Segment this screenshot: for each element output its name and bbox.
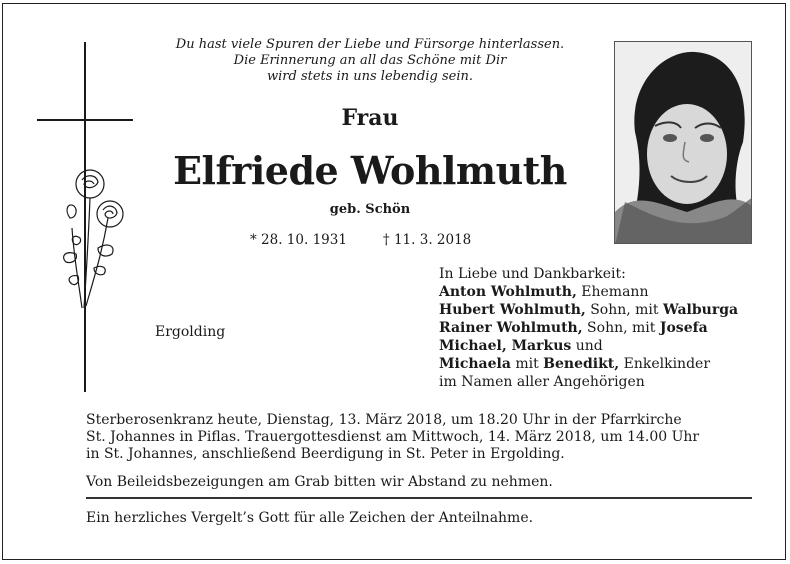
family-name: Josefa [659, 320, 708, 336]
deceased-name: Elfriede Wohlmuth [173, 148, 567, 193]
family-member-line [439, 337, 738, 355]
poem-line: wird stets in uns lebendig sein. [267, 69, 473, 84]
family-name: Michael, Markus [439, 338, 572, 354]
life-dates [250, 232, 471, 248]
portrait-photo [614, 41, 752, 244]
notice-line: Sterberosenkranz heute, Dienstag, 13. März 2018, um 18.20 Uhr in der Pfarrkirche [86, 412, 682, 428]
notice-line: St. Johannes in Piflas. Trauergottesdienst am Mittwoch, 14. März 2018, um 14.00 Uhr [86, 429, 700, 445]
memorial-poem [120, 37, 620, 85]
family-name: Michaela [439, 356, 511, 372]
birth-name: geb. Schön [329, 202, 411, 217]
poem-line: Du hast viele Spuren der Liebe und Fürsorge hinterlassen. [175, 37, 565, 52]
family-name: Hubert Wohlmuth, [439, 302, 586, 318]
family-member-line [439, 283, 738, 301]
family-member-line [439, 373, 738, 391]
family-relation: im Namen aller Angehörigen [439, 374, 645, 390]
family-member-line [439, 355, 738, 373]
family-name: Rainer Wohlmuth, [439, 320, 583, 336]
honorific: Frau [341, 105, 399, 131]
thanks-line: Ein herzliches Vergelt’s Gott für alle Zeichen der Anteilnahme. [86, 510, 534, 526]
family-relation: Sohn, mit [582, 320, 660, 336]
divider [86, 497, 752, 499]
family-relation: Sohn, mit [585, 302, 663, 318]
family-member-line [439, 301, 738, 319]
condolence-request: Von Beileidsbezeigungen am Grab bitten wir Abstand zu nehmen. [86, 474, 553, 490]
place-of-residence: Ergolding [155, 324, 226, 340]
family-relation: Enkelkinder [619, 356, 711, 372]
family-member-line [439, 319, 738, 337]
cross-bar [37, 119, 133, 121]
birth-date: * 28. 10. 1931 [250, 232, 347, 248]
notice-line: in St. Johannes, anschließend Beerdigung in St. Peter in Ergolding. [86, 446, 565, 462]
poem-line: Die Erinnerung an all das Schöne mit Dir [233, 53, 507, 68]
family-intro: In Liebe und Dankbarkeit: [439, 266, 626, 282]
family-name: Benedikt, [543, 356, 620, 372]
death-date: † 11. 3. 2018 [382, 232, 472, 248]
funeral-notice [86, 412, 756, 463]
family-name: Walburga [662, 302, 739, 318]
family-name: Anton Wohlmuth, [439, 284, 577, 300]
family-relation: mit [510, 356, 544, 372]
family-relation: und [571, 338, 603, 354]
family-members [439, 283, 738, 391]
family-relation: Ehemann [576, 284, 649, 300]
roses-icon [50, 158, 130, 318]
mourning-family [439, 265, 738, 391]
